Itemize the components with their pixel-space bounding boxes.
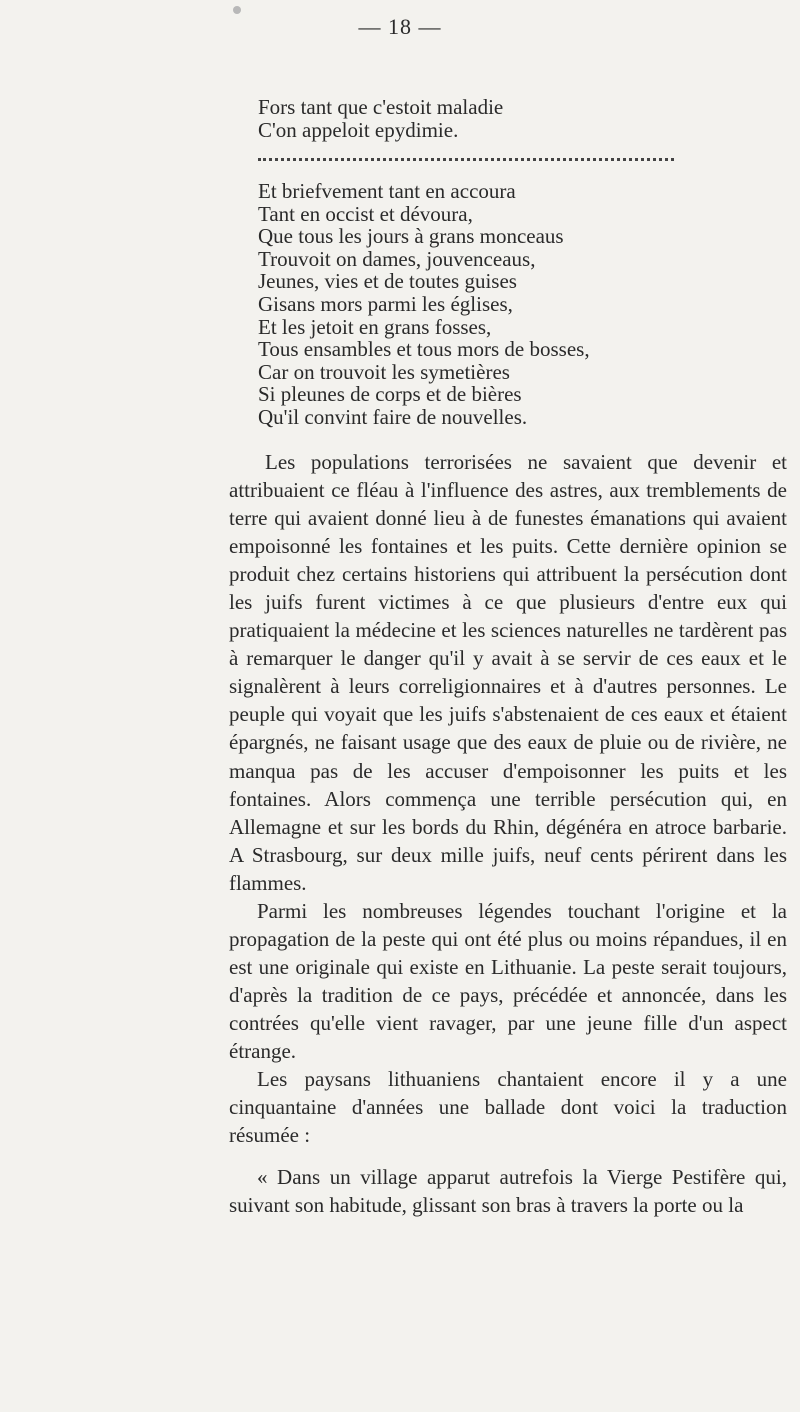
verse-line: Gisans mors parmi les églises, — [258, 291, 513, 316]
verse-line: Trouvoit on dames, jouvenceaus, — [258, 246, 536, 271]
verse-line: Et briefvement tant en accoura — [258, 179, 516, 203]
verse-line: Tous ensambles et tous mors de bosses, — [258, 337, 590, 362]
verse-line: Que tous les jours à grans monceaus — [258, 224, 564, 249]
printing-dot — [233, 6, 241, 14]
body-text — [229, 448, 787, 1219]
verse-stanza-1 — [258, 96, 503, 141]
paragraph: Les populations terrorisées ne savaient que devenir et attribuaient ce fléau à l'influence des astres, aux tremblements de terre qui avaient donné lieu à de funestes émanations qui avaient empoisonné les fontaines et les puits. Cette dernière opinion se produit chez certains historiens qui attribuent la persécution dont les juifs furent victimes à ce que plusieurs d'entre eux qui pratiquaient la médecine et les sciences naturelles ne tardèrent pas à remarquer le danger qu'il y avait à se servir de ces eaux et le signalèrent à leurs correligionnaires et à d'autres personnes. Le peuple qui voyait que les juifs s'abstenaient de ces eaux et étaient épargnés, ne faisant usage que des eaux de pluie ou de rivière, ne manqua pas de les accuser d'empoisonner les puits et les fontaines. Alors commença une terrible persécution qui, en Allemagne et sur les bords du Rhin, dégénéra en atroce barbarie. A Strasbourg, sur deux mille juifs, neuf cents périrent dans les flammes. — [229, 450, 787, 895]
verse-line: Fors tant que c'estoit maladie — [258, 95, 504, 119]
verse-line: Jeunes, vies et de toutes guises — [258, 269, 517, 294]
page-number: — 18 — — [358, 14, 442, 39]
verse-line: Et les jetoit en grans fosses, — [258, 314, 492, 339]
verse-line: Car on trouvoit les symetières — [258, 359, 510, 384]
paragraph: Parmi les nombreuses légendes touchant l'origine et la propagation de la peste qui ont été plus ou moins répandues, il en est une originale qui existe en Lithuanie. La peste serait toujours, d'après la tradition de ce pays, précédée et annoncée, dans les contrées qu'elle vient ravager, par une jeune fille d'un aspect étrange. — [229, 898, 787, 1063]
paragraph: Les paysans lithuaniens chantaient encore il y a une cinquantaine d'années une ballade dont voici la traduction résumée : — [229, 1067, 787, 1148]
verse-line: Qu'il convint faire de nouvelles. — [258, 404, 528, 429]
verse-line: C'on appeloit epydimie. — [258, 117, 459, 142]
verse-line: Tant en occist et dévoura, — [258, 201, 473, 226]
quoted-paragraph: « Dans un village apparut autrefois la Vierge Pestifère qui, suivant son habitude, glissant son bras à travers la porte ou la — [229, 1165, 787, 1218]
omission-dots — [258, 158, 674, 161]
verse-stanza-2 — [258, 180, 590, 429]
verse-line: Si pleunes de corps et de bières — [258, 382, 522, 407]
